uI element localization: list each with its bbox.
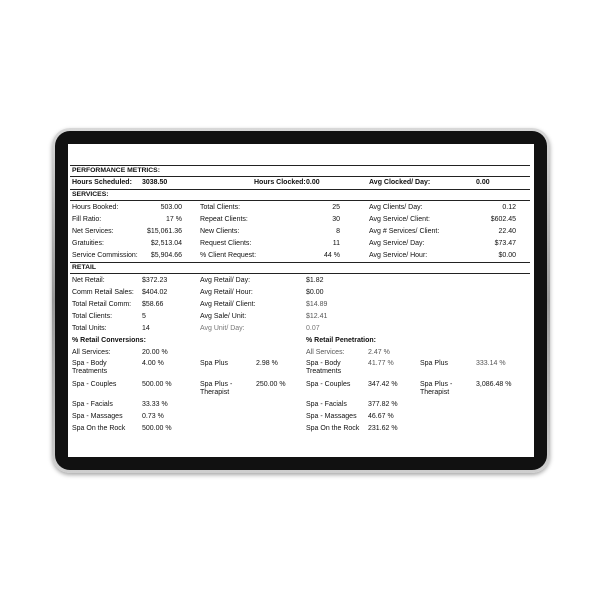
retail-header: RETAIL [70, 262, 530, 274]
penetration-row-value-6: 46.67 % [368, 413, 394, 420]
penetration-row-label-1: Spa - Body Treatments [306, 360, 342, 375]
retail-label-6: Avg Retail/ Client: [200, 301, 256, 308]
conversions-row-label-3: Spa - Couples [72, 381, 117, 388]
conversions-row-value-4: 250.00 % [256, 381, 286, 388]
conversions-row-label-5: Spa - Facials [72, 401, 113, 408]
retail-value-7: 5 [142, 313, 146, 320]
services-label-4: Fill Ratio: [72, 216, 102, 223]
performance-report [68, 144, 534, 457]
retail-label-9: Total Units: [72, 325, 107, 332]
retail-label-7: Total Clients: [72, 313, 113, 320]
services-value-15: $0.00 [498, 252, 516, 259]
tablet-frame [52, 128, 550, 473]
conversions-row-value-6: 0.73 % [142, 413, 164, 420]
services-value-7: $15,061.36 [146, 228, 182, 235]
retail-value-5: $58.66 [142, 301, 164, 308]
retail-label-10: Avg Unit/ Day: [200, 325, 245, 332]
penetration-row-value-3: 347.42 % [368, 381, 398, 388]
services-label-2: Total Clients: [200, 204, 241, 211]
penetration-row-label-3: Spa - Couples [306, 381, 351, 388]
conversions-row-value-2: 2.98 % [256, 360, 278, 367]
retail-value-6: $14.89 [306, 301, 328, 308]
conversions-row-label-6: Spa - Massages [72, 413, 123, 420]
conversions-row-value-3: 500.00 % [142, 381, 172, 388]
services-label-14: % Client Request: [200, 252, 257, 259]
services-value-14: 44 % [324, 252, 340, 259]
penetration-row-value-4: 3,086.48 % [476, 381, 512, 388]
services-label-9: Avg # Services/ Client: [369, 228, 440, 235]
conversions-row-value-5: 33.33 % [142, 401, 168, 408]
services-value-9: 22.40 [498, 228, 516, 235]
conversions-row-value-7: 500.00 % [142, 425, 172, 432]
hours-scheduled-value: 3038.50 [142, 179, 168, 186]
avg-clocked-label: Avg Clocked/ Day: [369, 179, 431, 186]
services-value-13: $5,904.66 [150, 252, 182, 259]
services-value-1: 503.00 [160, 204, 182, 211]
services-label-15: Avg Service/ Hour: [369, 252, 428, 259]
retail-label-5: Total Retail Comm: [72, 301, 132, 308]
services-label-12: Avg Service/ Day: [369, 240, 425, 247]
services-header: SERVICES: [70, 189, 530, 201]
services-label-3: Avg Clients/ Day: [369, 204, 423, 211]
retail-value-8: $12.41 [306, 313, 328, 320]
penetration-row-label-7: Spa On the Rock [306, 425, 360, 432]
tablet-screen [68, 144, 534, 457]
conversions-row-label-1: Spa - Body Treatments [72, 360, 108, 375]
tablet-bezel [55, 131, 547, 470]
services-value-8: 8 [336, 228, 340, 235]
conversions-row-label-4: Spa Plus - Therapist [200, 381, 233, 396]
services-label-7: Net Services: [72, 228, 114, 235]
retail-label-1: Net Retail: [72, 277, 105, 284]
retail-value-9: 14 [142, 325, 150, 332]
services-label-13: Service Commission: [72, 252, 138, 259]
penetration-row-value-1: 41.77 % [368, 360, 394, 367]
penetration-row-label-2: Spa Plus [420, 360, 449, 367]
services-value-11: 11 [332, 240, 340, 247]
services-label-6: Avg Service/ Client: [369, 216, 430, 223]
penetration-all-services-value: 2.47 % [368, 349, 390, 356]
conversions-row-label-7: Spa On the Rock [72, 425, 126, 432]
hours-clocked-label: Hours Clocked: [254, 179, 306, 186]
retail-value-1: $372.23 [142, 277, 168, 284]
conversions-row-value-1: 4.00 % [142, 360, 164, 367]
services-value-6: $602.45 [490, 216, 516, 223]
conversions-row-label-2: Spa Plus [200, 360, 229, 367]
services-value-5: 30 [332, 216, 340, 223]
penetration-row-label-4: Spa Plus - Therapist [420, 381, 453, 396]
retail-value-10: 0.07 [306, 325, 320, 332]
retail-label-2: Avg Retail/ Day: [200, 277, 251, 284]
retail-label-3: Comm Retail Sales: [72, 289, 134, 296]
services-label-11: Request Clients: [200, 240, 252, 247]
services-value-2: 25 [332, 204, 340, 211]
penetration-row-value-2: 333.14 % [476, 360, 506, 367]
retail-value-2: $1.82 [306, 277, 324, 284]
services-value-3: 0.12 [502, 204, 516, 211]
services-value-12: $73.47 [494, 240, 516, 247]
hours-scheduled-label: Hours Scheduled: [72, 179, 132, 186]
penetration-row-label-5: Spa - Facials [306, 401, 347, 408]
services-label-8: New Clients: [200, 228, 240, 235]
retail-value-3: $404.02 [142, 289, 168, 296]
retail-value-4: $0.00 [306, 289, 324, 296]
penetration-row-value-5: 377.82 % [368, 401, 398, 408]
retail-conversions-title: % Retail Conversions: [72, 337, 146, 344]
retail-penetration-title: % Retail Penetration: [306, 337, 377, 344]
services-label-10: Gratuities: [72, 240, 104, 247]
performance-metrics-header: PERFORMANCE METRICS: [70, 165, 530, 177]
hours-clocked-value: 0.00 [306, 179, 320, 186]
conversions-all-services-value: 20.00 % [142, 349, 168, 356]
avg-clocked-value: 0.00 [476, 179, 490, 186]
penetration-row-value-7: 231.62 % [368, 425, 398, 432]
services-label-5: Repeat Clients: [200, 216, 248, 223]
conversions-all-services-label: All Services: [72, 349, 111, 356]
penetration-all-services-label: All Services: [306, 349, 345, 356]
services-label-1: Hours Booked: [72, 204, 119, 211]
services-value-10: $2,513.04 [150, 240, 182, 247]
retail-label-8: Avg Sale/ Unit: [200, 313, 247, 320]
services-value-4: 17 % [166, 216, 182, 223]
penetration-row-label-6: Spa - Massages [306, 413, 357, 420]
retail-label-4: Avg Retail/ Hour: [200, 289, 253, 296]
